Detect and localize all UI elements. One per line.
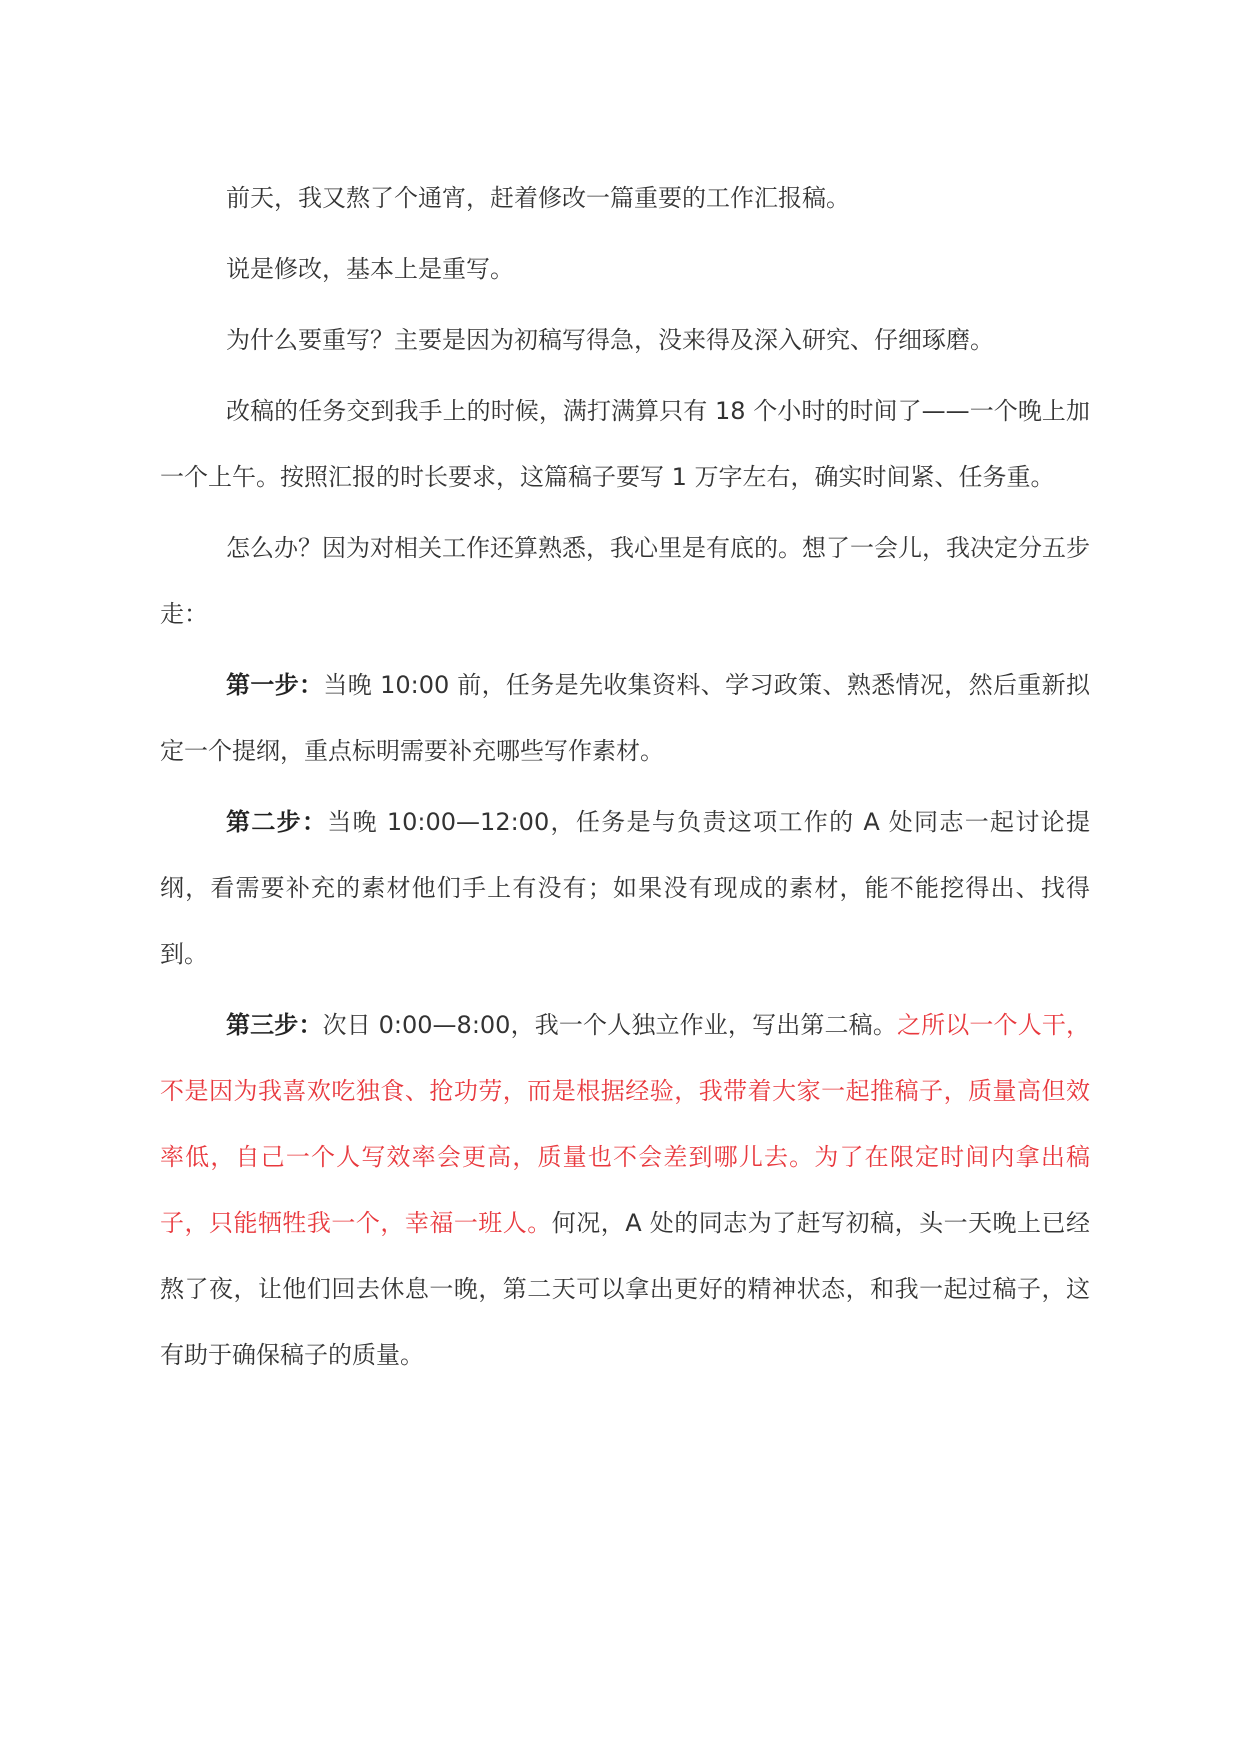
paragraph-2 xyxy=(160,236,1090,302)
paragraph-tail-text: 何况，A 处的同志为了赶写初稿，头一天晚上已经熬了夜，让他们回去休息一晚，第二天可以拿出更好的精神状态，和我一起过稿子，这有助于确保稿子的质量。 xyxy=(160,1209,1091,1369)
paragraph-3 xyxy=(160,307,1090,373)
step-label: 第二步： xyxy=(226,808,328,836)
paragraph-step-3 xyxy=(160,992,1090,1388)
paragraph-text: 怎么办？因为对相关工作还算熟悉，我心里是有底的。想了一会儿，我决定分五步走： xyxy=(160,534,1090,628)
paragraph-text: 改稿的任务交到我手上的时候，满打满算只有 18 个小时的时间了——一个晚上加一个上午。按照汇报的时长要求，这篇稿子要写 1 万字左右，确实时间紧、任务重。 xyxy=(160,397,1090,491)
paragraph-step-2 xyxy=(160,789,1090,987)
paragraph-text: 当晚 10:00 前，任务是先收集资料、学习政策、熟悉情况，然后重新拟定一个提纲，重点标明需要补充哪些写作素材。 xyxy=(160,671,1091,765)
paragraph-text: 前天，我又熬了个通宵，赶着修改一篇重要的工作汇报稿。 xyxy=(226,184,850,212)
paragraph-step-1 xyxy=(160,652,1090,784)
paragraph-text: 当晚 10:00—12:00，任务是与负责这项工作的 A 处同志一起讨论提纲，看需要补充的素材他们手上有没有；如果没有现成的素材，能不能挖得出、找得到。 xyxy=(160,808,1090,968)
paragraph-4 xyxy=(160,378,1090,510)
paragraph-text: 说是修改，基本上是重写。 xyxy=(226,255,514,283)
paragraph-5 xyxy=(160,515,1090,647)
step-label: 第三步： xyxy=(226,1011,323,1039)
document-body xyxy=(160,165,1090,1393)
highlighted-text: 之所以一个人干，不是因为我喜欢吃独食、抢功劳，而是根据经验，我带着大家一起推稿子，质量高但效率低，自己一个人写效率会更高，质量也不会差到哪儿去。为了在限定时间内拿出稿子，只能牺牲我一个，幸福一班人。 xyxy=(160,1011,1091,1237)
paragraph-text: 次日 0:00—8:00，我一个人独立作业，写出第二稿。 xyxy=(322,1011,897,1039)
paragraph-text: 为什么要重写？主要是因为初稿写得急，没来得及深入研究、仔细琢磨。 xyxy=(226,326,994,354)
step-label: 第一步： xyxy=(226,671,324,699)
paragraph-1 xyxy=(160,165,1090,231)
